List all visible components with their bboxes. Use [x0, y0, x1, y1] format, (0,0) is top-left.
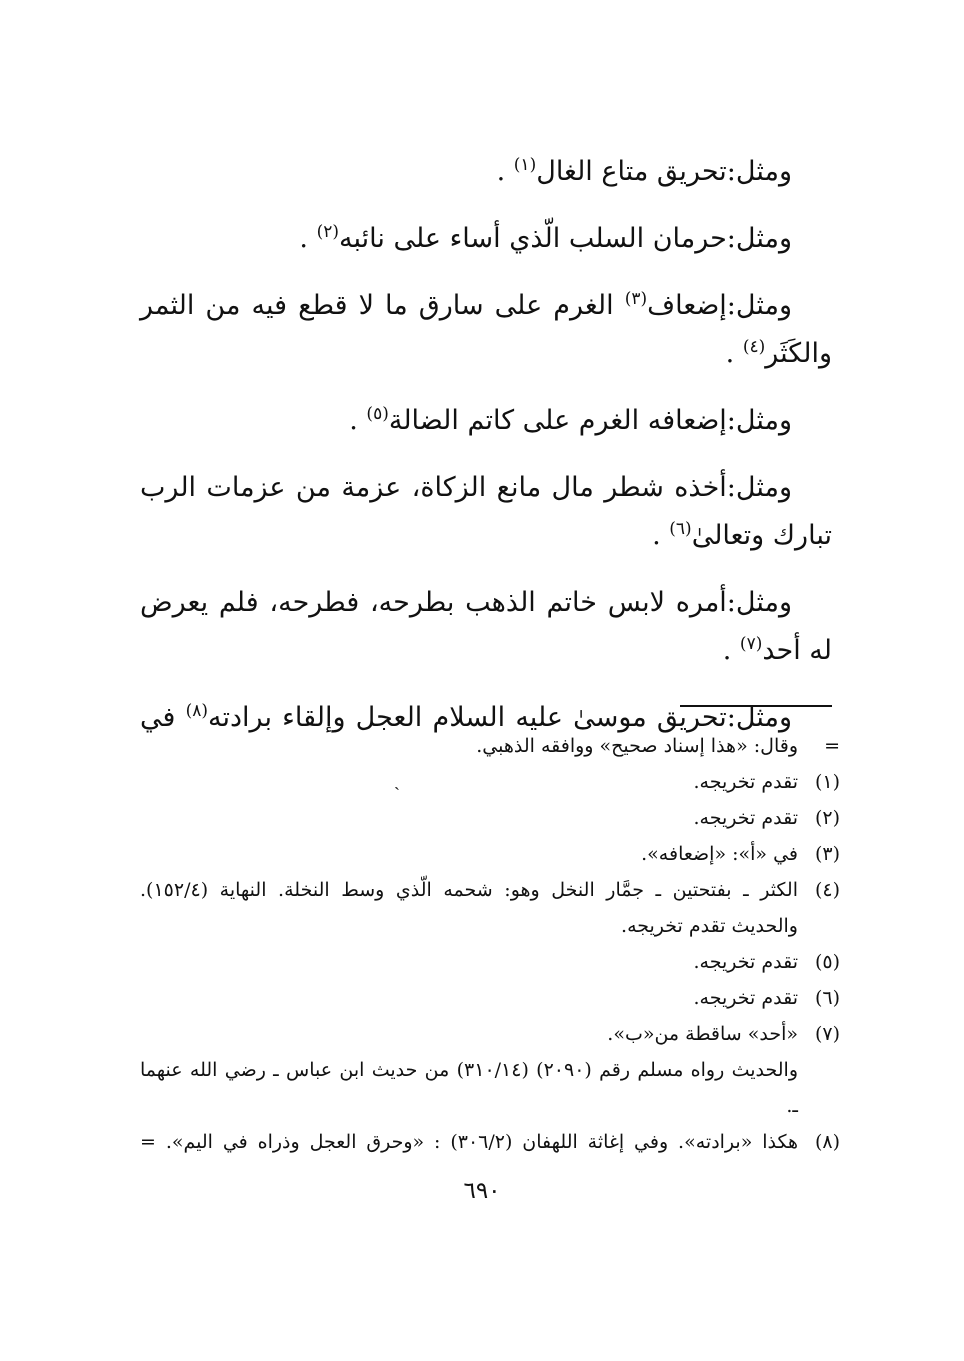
footnote-ref: (٤) — [742, 337, 766, 357]
paragraph-6 — [140, 579, 832, 675]
paragraph-lead: ومثل: — [726, 223, 792, 254]
footnote-text: «أحد» ساقطة من«ب». — [607, 1023, 798, 1045]
footnote-text: الكثر ـ بفتحتين ـ جمَّار النخل وهو: شحمه الّذي وسط النخلة. النهاية (١٥٢/٤). والحديث تقدم تخريجه. — [140, 879, 798, 937]
footnote-6 — [140, 980, 840, 1016]
footnote-8 — [140, 1124, 840, 1160]
footnote-text: تقدم تخريجه. — [693, 987, 798, 1009]
paragraph-tail: . — [496, 156, 506, 187]
paragraph-tail: . — [299, 223, 308, 254]
paragraph-text: إضعاف — [647, 290, 727, 321]
footnote-ref: (٥) — [366, 404, 389, 424]
paragraph-text: حرمان السلب الّذي أساء على نائبه — [339, 223, 727, 254]
footnotes — [140, 728, 840, 1160]
footnote-7 — [140, 1016, 840, 1052]
footnote-text: في «أ»: «إضعافه». — [641, 843, 798, 865]
paragraph-tail: . — [722, 635, 732, 666]
footnote-text: تقدم تخريجه. — [693, 807, 798, 829]
paragraph-5 — [140, 464, 832, 560]
footnote-number: (٣) — [814, 843, 840, 865]
footnote-5 — [140, 944, 840, 980]
footnote-ref: (٣) — [624, 289, 648, 309]
footnote-4 — [140, 872, 840, 944]
paragraph-lead: ومثل: — [726, 587, 792, 618]
paragraph-text-continued: الغرم على سارق ما لا قطع فيه من الثمر والكَثَر — [140, 290, 832, 369]
footnote-number: (٤) — [814, 879, 840, 901]
paragraph-tail: . — [725, 338, 735, 369]
paragraph-2 — [140, 215, 832, 263]
footnote-number: (٢) — [814, 807, 840, 829]
paragraph-tail: . — [349, 405, 358, 436]
page-number: ٦٩٠ — [463, 1178, 501, 1204]
footnote-7-continuation — [140, 1052, 840, 1124]
footnote-carryover — [140, 728, 840, 764]
paragraph-text: أمره لابس خاتم الذهب بطرحه، فطرحه، فلم يعرض له أحد — [140, 587, 832, 666]
paragraph-3 — [140, 282, 832, 378]
footnote-text: وقال: «هذا إسناد صحيح» ووافقه الذهبي. — [476, 735, 798, 757]
paragraph-tail: في — [140, 702, 176, 733]
footnote-ref: (٨) — [185, 701, 209, 721]
footnote-3 — [140, 836, 840, 872]
footnote-number: (٧) — [814, 1023, 840, 1045]
paragraph-lead: ومثل: — [726, 405, 792, 436]
paragraph-text: أخذه شطر مال مانع الزكاة، عزمة من عزمات الرب تبارك وتعالىٰ — [140, 472, 832, 551]
paragraph-1 — [140, 148, 832, 196]
paragraph-lead: ومثل: — [726, 702, 792, 733]
footnote-ref: (٢) — [316, 222, 339, 242]
footnote-text: هكذا «برادته». وفي إغاثة اللهفان (٣٠٦/٢) : «وحرق العجل وذراه في اليم». = — [140, 1131, 798, 1153]
footnote-1 — [140, 764, 840, 800]
footnote-number: (٥) — [814, 951, 840, 973]
print-speck: ˏ — [394, 770, 400, 791]
footnote-2 — [140, 800, 840, 836]
main-text — [140, 148, 832, 761]
footnote-number: (٨) — [814, 1131, 840, 1153]
footnote-separator — [680, 705, 832, 707]
carryover-mark: = — [824, 735, 840, 757]
paragraph-text: تحريق متاع الغال — [536, 156, 727, 187]
footnote-number: (٦) — [814, 987, 840, 1009]
footnote-text: تقدم تخريجه. — [693, 951, 798, 973]
footnote-text: تقدم تخريجه. — [693, 771, 798, 793]
paragraph-tail: . — [652, 520, 661, 551]
footnote-ref: (٧) — [739, 634, 763, 654]
paragraph-text: تحريق موسىٰ عليه السلام العجل وإلقاء برادته — [208, 702, 727, 733]
footnote-number: (١) — [814, 771, 840, 793]
paragraph-lead: ومثل: — [726, 156, 792, 187]
paragraph-lead: ومثل: — [726, 472, 792, 503]
paragraph-text: إضعافه الغرم على كاتم الضالة — [388, 405, 727, 436]
paragraph-lead: ومثل: — [726, 290, 792, 321]
paragraph-4 — [140, 397, 832, 445]
footnote-ref: (١) — [513, 155, 537, 175]
footnote-text: والحديث رواه مسلم رقم (٢٠٩٠) (٣١٠/١٤) من حديث ابن عباس ـ رضي الله عنهما ـ. — [140, 1059, 798, 1117]
footnote-ref: (٦) — [669, 519, 692, 539]
